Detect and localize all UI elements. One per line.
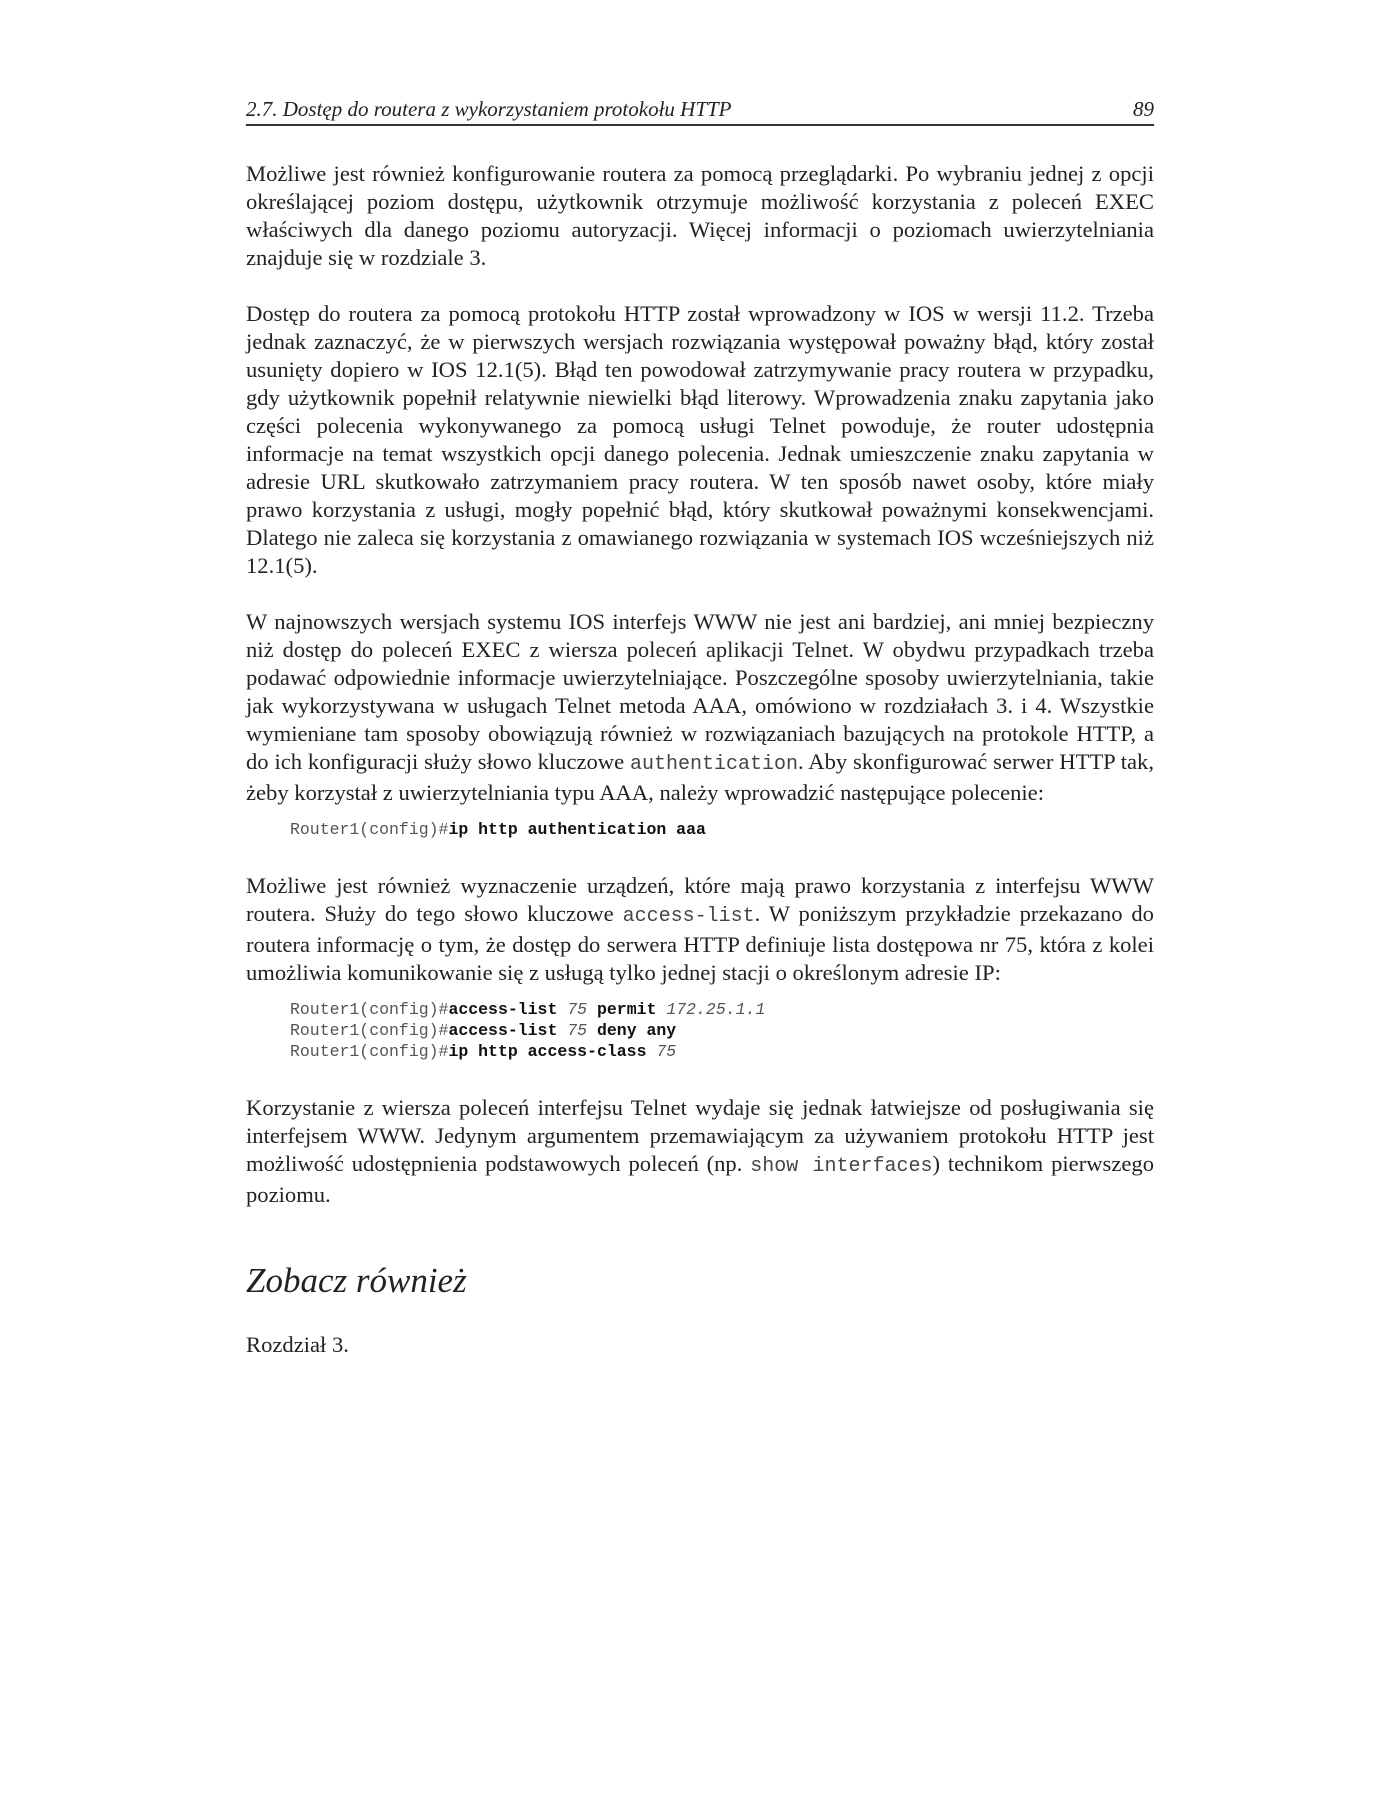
section-heading: Zobacz również: [246, 1261, 467, 1300]
header-title: 2.7. Dostęp do routera z wykorzystaniem protokołu HTTP: [246, 97, 732, 121]
code-argument: 172.25.1.1: [666, 1000, 766, 1019]
inline-code-command: show interfaces: [750, 1155, 933, 1178]
code-block-2: [290, 999, 1154, 1062]
paragraph-2: Dostęp do routera za pomocą protokołu HTTP został wprowadzony w IOS w wersji 11.2. Trzeba jednak zaznaczyć, że w pierwszych wersjach rozwiązania występował poważny błąd, który został usunięty dopiero w IOS 12.1(5). Błąd ten powodował zatrzymywanie pracy routera w przypadku, gdy użytkownik popełnił relatywnie niewielki błąd literowy. Wprowadzenia znaku zapytania jako części polecenia wykonywanego za pomocą usługi Telnet powoduje, że router udostępnia informacje na temat wszystkich opcji danego polecenia. Jednak umieszczenie znaku zapytania w adresie URL skutkowało zatrzymaniem pracy routera. W ten sposób nawet osoby, które miały prawo korzystania z usługi, mogły popełnić błąd, który skutkował poważnymi konsekwencjami. Dlatego nie zaleca się korzystania z omawianego rozwiązania w systemach IOS wcześniejszych niż 12.1(5).: [246, 301, 1154, 578]
paragraph-3-text-end: . Aby skonfigurować serwer HTTP tak, żeby korzystał z uwierzytelniania typu AAA, należy wprowadzić następujące polecenie:: [246, 749, 1155, 805]
code-line: [290, 999, 1154, 1020]
code-command: ip http authentication aaa: [448, 820, 706, 839]
code-prompt: Router1(config)#: [290, 1000, 449, 1019]
page-body: [246, 160, 1154, 1359]
code-argument: 75: [656, 1042, 677, 1061]
paragraph-3-text: W najnowszych wersjach systemu IOS interfejs WWW nie jest ani bardziej, ani mniej bezpieczny niż dostęp do poleceń EXEC z wiersza poleceń aplikacji Telnet. W obydwu przypadkach trzeba podawać odpowiednie informacje uwierzytelniające. Poszczególne sposoby uwierzytelniania, takie jak wykorzystywana w usługach Telnet metoda AAA, omówiono w rozdziałach 3. i 4. Wszystkie wymieniane tam sposoby obowiązują również w rozwiązaniach bazujących na protokole HTTP, a do ich konfiguracji służy słowo kluczowe: [246, 609, 1154, 774]
paragraph-5-text-end: ) technikom pierwszego poziomu.: [246, 1151, 1154, 1207]
code-command: ip http access-class: [448, 1042, 647, 1061]
code-line: [290, 1041, 1154, 1062]
inline-code-keyword: authentication: [630, 753, 799, 776]
code-prompt: Router1(config)#: [290, 1042, 449, 1061]
code-command: permit: [596, 1000, 657, 1019]
code-prompt: Router1(config)#: [290, 820, 449, 839]
paragraph-5-text: Korzystanie z wiersza poleceń interfejsu Telnet wydaje się jednak łatwiejsze od posługiwania się interfejsem WWW. Jedynym argumentem przemawiającym za używaniem protokołu HTTP jest możliwość udostępnienia podstawowych poleceń (np.: [246, 1095, 1154, 1176]
code-command: access-list: [448, 1021, 558, 1040]
paragraph-4-text-end: . W poniższym przykładzie przekazano do routera informację o tym, że dostęp do serwera HTTP definiuje lista dostępowa nr 75, która z kolei umożliwia komunikowanie się z usługą tylko jednej stacji o określonym adresie IP:: [246, 901, 1154, 985]
code-command: deny any: [596, 1021, 677, 1040]
code-line: [290, 1020, 1154, 1041]
code-block-1: [290, 819, 1154, 840]
code-command: access-list: [448, 1000, 558, 1019]
code-prompt: Router1(config)#: [290, 1021, 449, 1040]
paragraph-4-text: Możliwe jest również wyznaczenie urządzeń, które mają prawo korzystania z interfejsu WWW routera. Służy do tego słowo kluczowe: [246, 873, 1154, 926]
see-also-text: Rozdział 3.: [246, 1332, 349, 1357]
paragraph-1: Możliwe jest również konfigurowanie routera za pomocą przeglądarki. Po wybraniu jednej z opcji określającej poziom dostępu, użytkownik otrzymuje możliwość korzystania z poleceń EXEC właściwych dla danego poziomu autoryzacji. Więcej informacji o poziomach uwierzytelniania znajduje się w rozdziale 3.: [246, 161, 1154, 270]
code-argument: 75: [567, 1021, 588, 1040]
page-number: 89: [1133, 97, 1154, 121]
inline-code-keyword: access-list: [622, 905, 755, 928]
paragraph-4: [246, 872, 1154, 987]
paragraph-5: [246, 1094, 1154, 1209]
running-header: [246, 96, 1154, 126]
code-argument: 75: [567, 1000, 588, 1019]
paragraph-3: [246, 608, 1154, 807]
